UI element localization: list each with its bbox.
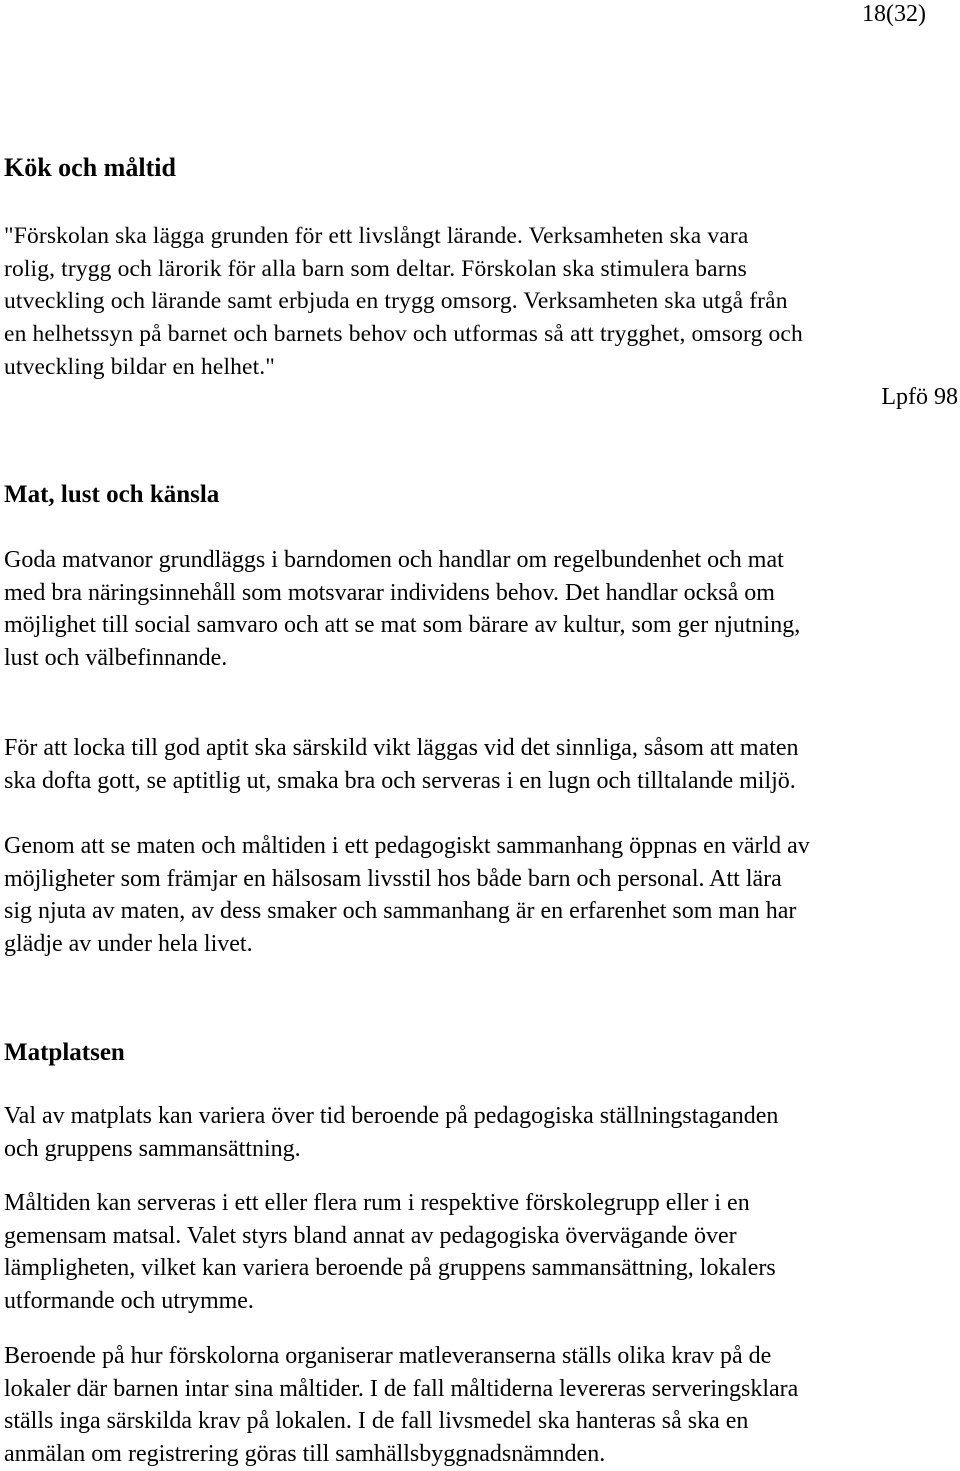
section-heading-matplatsen: Matplatsen — [4, 1039, 125, 1066]
paragraph: Genom att se maten och måltiden i ett pedagogiskt sammanhang öppnas en värld av möjligheter som främjar en hälsosam livsstil hos både barn och personal. Att lära sig njuta av maten, av dess smaker och sammanhang är en erfarenhet som man har glädje av under hela livet. — [4, 833, 810, 958]
paragraph: Måltiden kan serveras i ett eller flera rum i respektive förskolegrupp eller i en gemensam matsal. Valet styrs bland annat av pedagogiska övervägande över lämpligheten, vilket kan variera beroende på gruppens sammansättning, lokalers utformande och utrymme. — [4, 1190, 776, 1315]
page-number: 18(32) — [862, 1, 926, 27]
quote-citation: Lpfö 98 — [881, 384, 958, 410]
paragraph: Beroende på hur förskolorna organiserar matleveranserna ställs olika krav på de lokaler där barnen intar sina måltider. I de fall måltiderna levereras serveringsklara ställs inga särskilda krav på lokalen. I de fall livsmedel ska hanteras så ska en anmälan om registrering göras till samhällsbyggnadsnämnden. — [4, 1343, 799, 1468]
paragraph: Val av matplats kan variera över tid beroende på pedagogiska ställningstaganden och gruppens sammansättning. — [4, 1103, 779, 1162]
quote-text: "Förskolan ska lägga grunden för ett livslångt lärande. Verksamheten ska vara rolig, trygg och lärorik för alla barn som deltar. Förskolan ska stimulera barns utveckling och lärande samt erbjuda en trygg omsorg. Verksamheten ska utgå från en helhetssyn på barnet och barnets behov och utformas så att trygghet, omsorg och utveckling bildar en helhet." — [4, 223, 803, 380]
section-heading-kok: Kök och måltid — [4, 153, 176, 182]
section-heading-mat: Mat, lust och känsla — [4, 481, 220, 508]
paragraph: För att locka till god aptit ska särskild vikt läggas vid det sinnliga, såsom att maten ska dofta gott, se aptitlig ut, smaka bra och serveras i en lugn och tilltalande miljö. — [4, 735, 799, 794]
paragraph: Goda matvanor grundläggs i barndomen och handlar om regelbundenhet och mat med bra näringsinnehåll som motsvarar individens behov. Det handlar också om möjlighet till social samvaro och att se mat som bärare av kultur, som ger njutning, lust och välbefinnande. — [4, 547, 801, 672]
